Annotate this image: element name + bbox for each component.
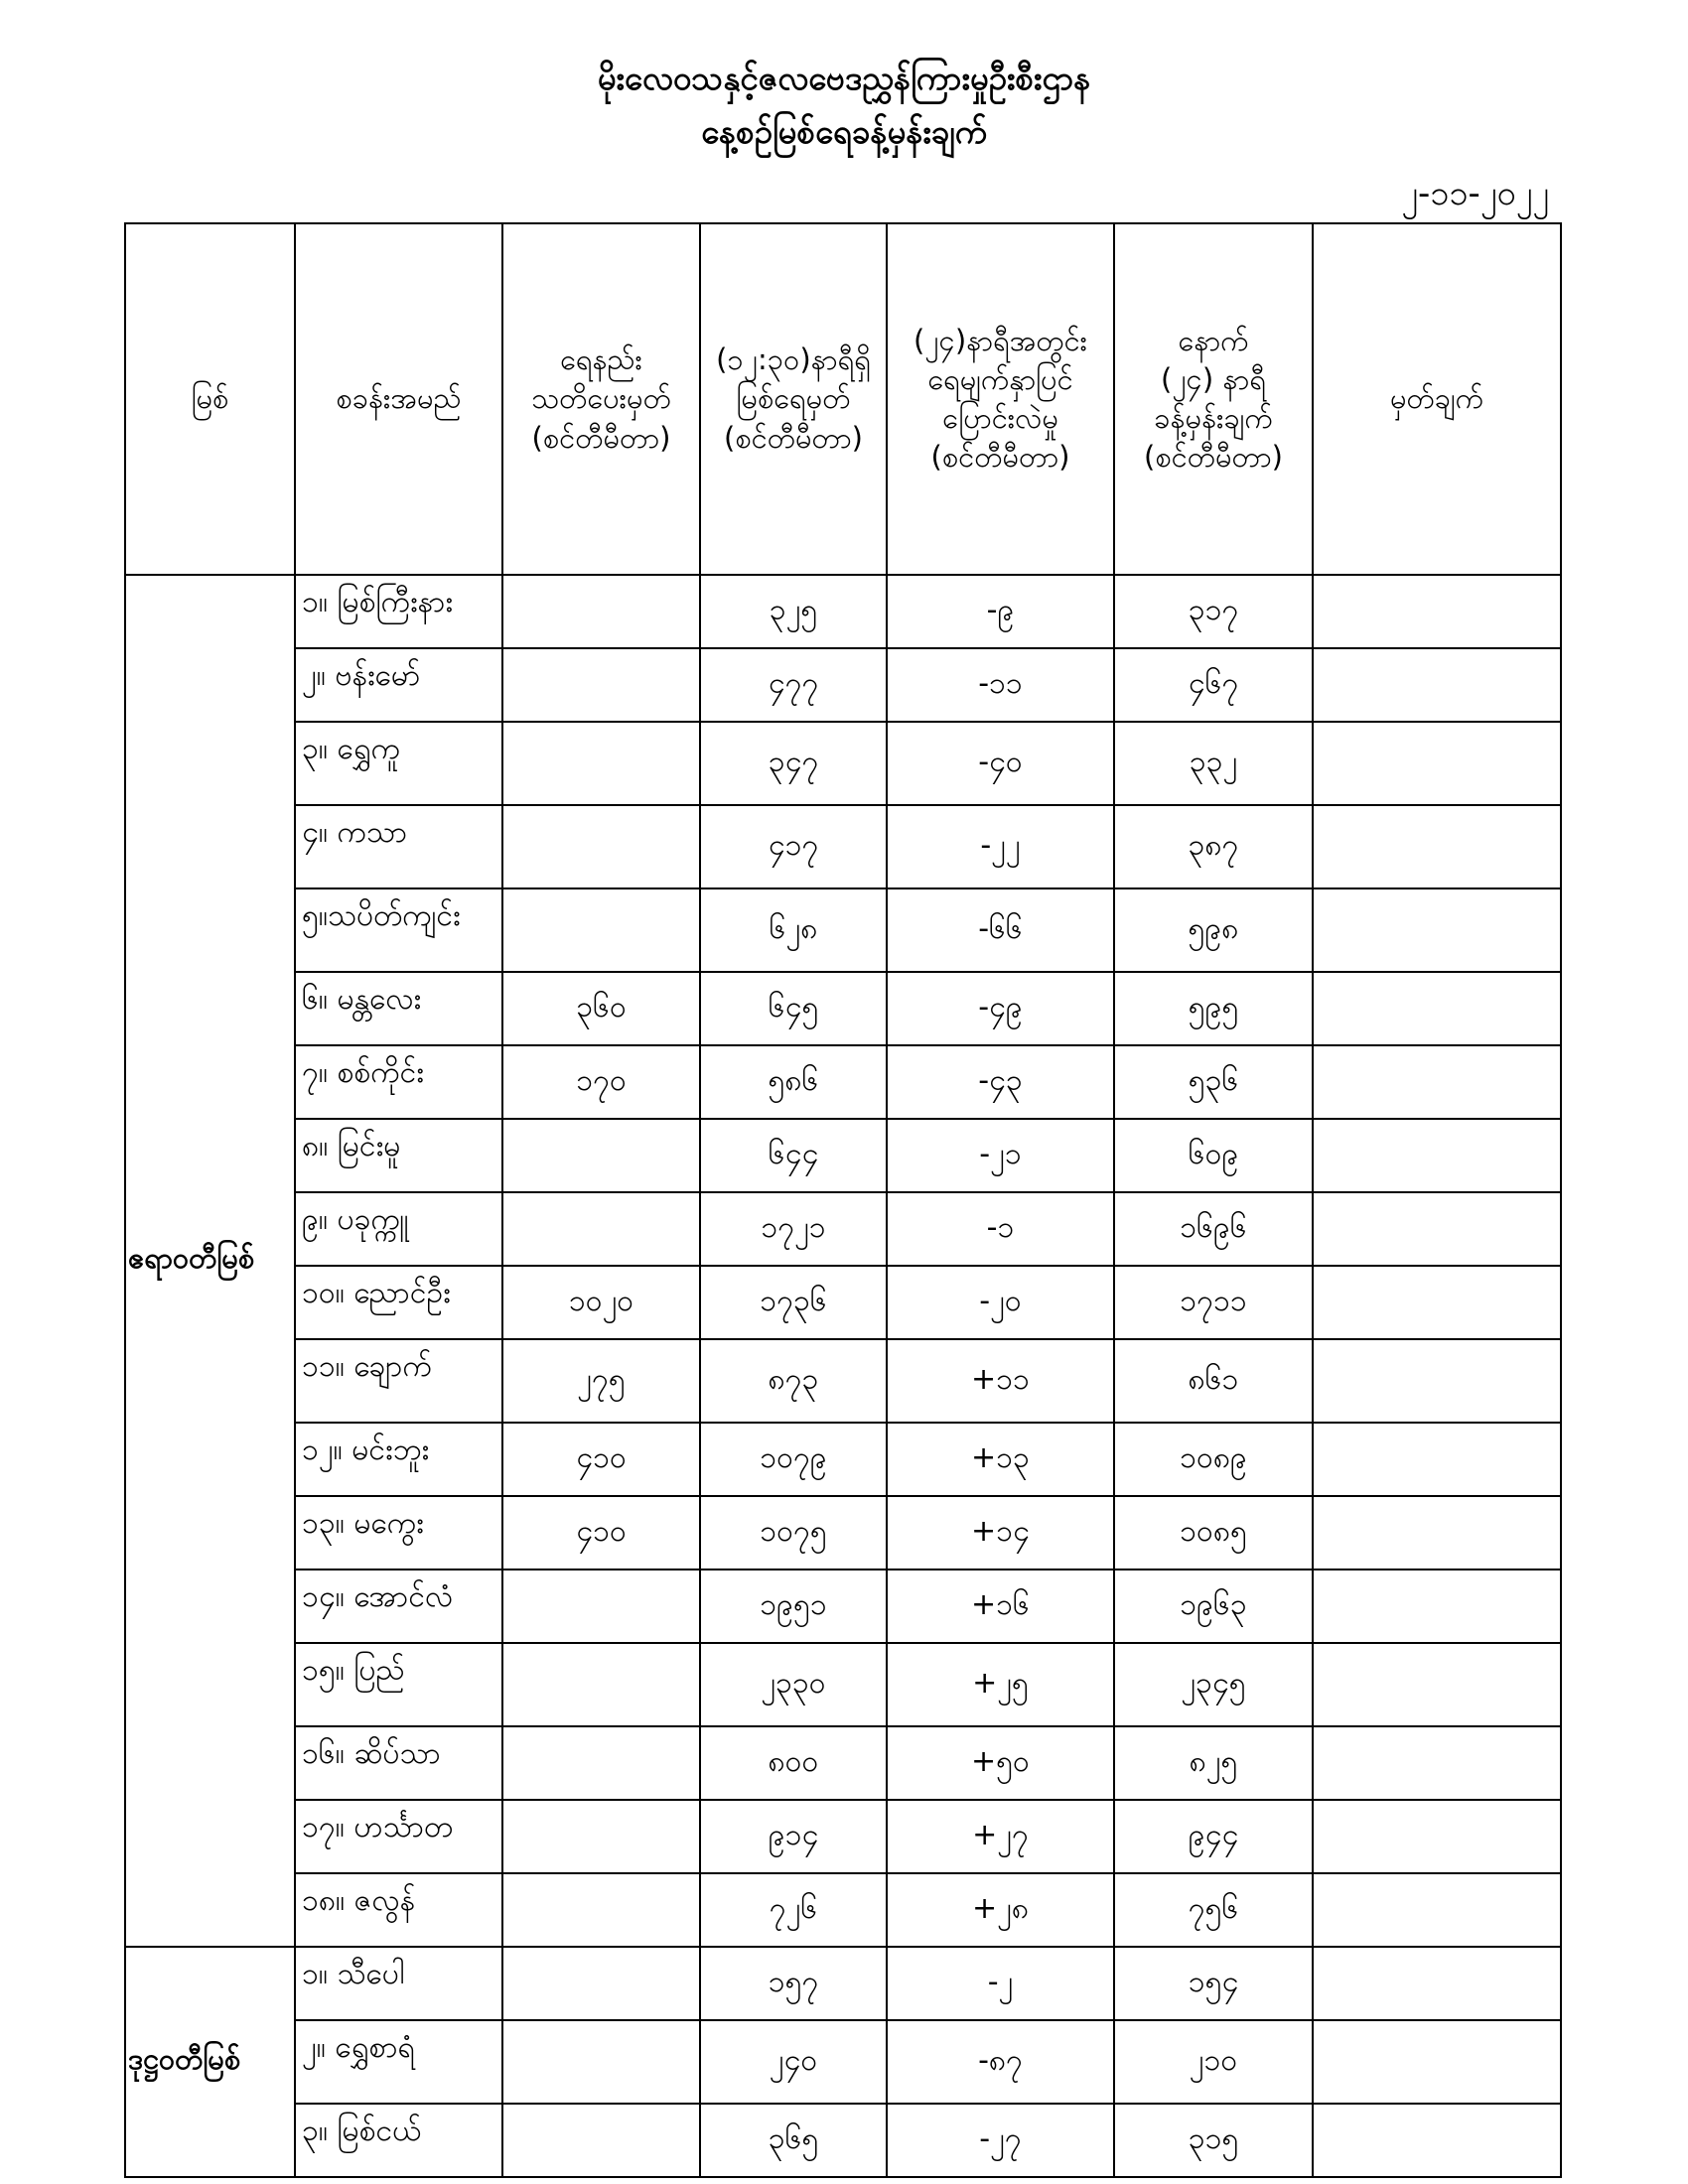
warning-level: [502, 1119, 700, 1192]
water-level: ၃၄၇: [700, 722, 887, 805]
water-level: ၁၇၃၆: [700, 1266, 887, 1339]
level-change: +၅၀: [887, 1726, 1114, 1800]
water-level: ၄၇၇: [700, 648, 887, 722]
remark: [1313, 805, 1561, 888]
table-row: [125, 1496, 1561, 1570]
table-row: [125, 1192, 1561, 1266]
forecast-level: ၇၅၆: [1114, 1873, 1313, 1947]
document-subtitle: နေ့စဉ်မြစ်ရေခန့်မှန်းချက်: [701, 112, 987, 151]
warning-level: [502, 722, 700, 805]
col-header-change: (၂၄)နာရီအတွင်း ရေမျက်နှာပြင် ပြောင်းလဲမှု (စင်တီမီတာ): [887, 223, 1114, 575]
table-row: [125, 888, 1561, 972]
water-level: ၆၄၄: [700, 1119, 887, 1192]
station-name: ၁၂။ မင်းဘူး: [295, 1423, 502, 1496]
warning-level: [502, 1726, 700, 1800]
remark: [1313, 1496, 1561, 1570]
remark: [1313, 1643, 1561, 1726]
table-row: [125, 1339, 1561, 1423]
level-change: -၄၀: [887, 722, 1114, 805]
station-name: ၁။ မြစ်ကြီးနား: [295, 575, 502, 648]
station-name: ၁၁။ ချောက်: [295, 1339, 502, 1423]
warning-level: [502, 2104, 700, 2177]
remark: [1313, 1947, 1561, 2020]
forecast-level: ၁၇၁၁: [1114, 1266, 1313, 1339]
water-level: ၈၀၀: [700, 1726, 887, 1800]
station-name: ၁၇။ ဟင်္သာတ: [295, 1800, 502, 1873]
table-row: [125, 805, 1561, 888]
level-change: -၂၇: [887, 2104, 1114, 2177]
water-level: ၁၉၅၁: [700, 1570, 887, 1643]
col-header-station: စခန်းအမည်: [295, 223, 502, 575]
table-row: [125, 1873, 1561, 1947]
river-name: ဒုဋ္ဌဝတီမြစ်: [125, 1947, 295, 2177]
table-row: [125, 972, 1561, 1045]
water-level: ၁၅၇: [700, 1947, 887, 2020]
remark: [1313, 2020, 1561, 2104]
col-header-forecast: နောက် (၂၄) နာရီ ခန့်မှန်းချက် (စင်တီမီတာ): [1114, 223, 1313, 575]
warning-level: [502, 1800, 700, 1873]
table-row: [125, 1800, 1561, 1873]
warning-level: [502, 805, 700, 888]
forecast-level: ၃၁၇: [1114, 575, 1313, 648]
warning-level: [502, 1643, 700, 1726]
station-name: ၁၀။ ညောင်ဦး: [295, 1266, 502, 1339]
forecast-level: ၆၀၉: [1114, 1119, 1313, 1192]
level-change: -၁: [887, 1192, 1114, 1266]
station-name: ၇။ စစ်ကိုင်း: [295, 1045, 502, 1119]
level-change: -၈၇: [887, 2020, 1114, 2104]
remark: [1313, 1045, 1561, 1119]
station-name: ၃။ ရွှေကူ: [295, 722, 502, 805]
table-row: [125, 1726, 1561, 1800]
station-name: ၃။ မြစ်ငယ်: [295, 2104, 502, 2177]
forecast-level: ၅၃၆: [1114, 1045, 1313, 1119]
level-change: +၁၃: [887, 1423, 1114, 1496]
remark: [1313, 888, 1561, 972]
station-name: ၁၆။ ဆိပ်သာ: [295, 1726, 502, 1800]
forecast-level: ၂၃၄၅: [1114, 1643, 1313, 1726]
col-header-warning: ရေနည်း သတိပေးမှတ် (စင်တီမီတာ): [502, 223, 700, 575]
remark: [1313, 1192, 1561, 1266]
table-row: [125, 1045, 1561, 1119]
remark: [1313, 1800, 1561, 1873]
station-name: ၈။ မြင်းမူ: [295, 1119, 502, 1192]
table-row: [125, 1423, 1561, 1496]
warning-level: ၃၆၀: [502, 972, 700, 1045]
table-row: [125, 648, 1561, 722]
level-change: -၂၀: [887, 1266, 1114, 1339]
warning-level: [502, 648, 700, 722]
warning-level: ၁၀၂၀: [502, 1266, 700, 1339]
water-level: ၁၀၇၉: [700, 1423, 887, 1496]
level-change: -၂၂: [887, 805, 1114, 888]
station-name: ၅။သပိတ်ကျင်း: [295, 888, 502, 972]
col-header-level: (၁၂:၃၀)နာရီရှိ မြစ်ရေမှတ် (စင်တီမီတာ): [700, 223, 887, 575]
level-change: +၁၄: [887, 1496, 1114, 1570]
river-name: ဧရာဝတီမြစ်: [125, 575, 295, 1947]
warning-level: [502, 1570, 700, 1643]
station-name: ၉။ ပခုက္ကူ: [295, 1192, 502, 1266]
table-row: [125, 1119, 1561, 1192]
water-level: ၄၁၇: [700, 805, 887, 888]
forecast-level: ၃၁၅: [1114, 2104, 1313, 2177]
warning-level: ၄၁၀: [502, 1496, 700, 1570]
forecast-level: ၉၄၄: [1114, 1800, 1313, 1873]
water-level: ၃၂၅: [700, 575, 887, 648]
table-row: [125, 1266, 1561, 1339]
remark: [1313, 1726, 1561, 1800]
level-change: -၉: [887, 575, 1114, 648]
warning-level: ၁၇၀: [502, 1045, 700, 1119]
station-name: ၂။ ရွှေစာရံ: [295, 2020, 502, 2104]
forecast-level: ၅၉၅: [1114, 972, 1313, 1045]
remark: [1313, 1339, 1561, 1423]
forecast-level: ၈၂၅: [1114, 1726, 1313, 1800]
water-level: ၂၄၀: [700, 2020, 887, 2104]
warning-level: [502, 2020, 700, 2104]
remark: [1313, 1570, 1561, 1643]
forecast-level: ၁၅၄: [1114, 1947, 1313, 2020]
forecast-level: ၁၉၆၃: [1114, 1570, 1313, 1643]
water-level: ၁၀၇၅: [700, 1496, 887, 1570]
station-name: ၁၈။ ဇလွန်: [295, 1873, 502, 1947]
level-change: -၂၁: [887, 1119, 1114, 1192]
forecast-level: ၂၁၀: [1114, 2020, 1313, 2104]
station-name: ၁။ သီပေါ: [295, 1947, 502, 2020]
table-row: [125, 2020, 1561, 2104]
water-level: ၇၂၆: [700, 1873, 887, 1947]
remark: [1313, 1119, 1561, 1192]
forecast-level: ၁၀၈၉: [1114, 1423, 1313, 1496]
water-level: ၂၃၃၀: [700, 1643, 887, 1726]
forecast-level: ၃၃၂: [1114, 722, 1313, 805]
water-level: ၁၇၂၁: [700, 1192, 887, 1266]
warning-level: [502, 1192, 700, 1266]
station-name: ၁၅။ ပြည်: [295, 1643, 502, 1726]
warning-level: [502, 1873, 700, 1947]
level-change: -၆၆: [887, 888, 1114, 972]
level-change: +၁၁: [887, 1339, 1114, 1423]
station-name: ၁၃။ မကွေး: [295, 1496, 502, 1570]
remark: [1313, 1266, 1561, 1339]
warning-level: ၄၁၀: [502, 1423, 700, 1496]
header-row: [125, 223, 1561, 575]
table-row: [125, 2104, 1561, 2177]
station-name: ၄။ ကသာ: [295, 805, 502, 888]
station-name: ၁၄။ အောင်လံ: [295, 1570, 502, 1643]
level-change: -၁၁: [887, 648, 1114, 722]
water-level: ၉၁၄: [700, 1800, 887, 1873]
warning-level: [502, 1947, 700, 2020]
remark: [1313, 2104, 1561, 2177]
level-change: +၂၈: [887, 1873, 1114, 1947]
water-level: ၆၂၈: [700, 888, 887, 972]
water-level: ၅၈၆: [700, 1045, 887, 1119]
table-row: [125, 1570, 1561, 1643]
station-name: ၆။ မန္တလေး: [295, 972, 502, 1045]
forecast-level: ၃၈၇: [1114, 805, 1313, 888]
remark: [1313, 972, 1561, 1045]
remark: [1313, 575, 1561, 648]
forecast-table: [124, 222, 1562, 2178]
remark: [1313, 1423, 1561, 1496]
warning-level: ၂၇၅: [502, 1339, 700, 1423]
level-change: -၄၉: [887, 972, 1114, 1045]
table-row: [125, 1947, 1561, 2020]
forecast-level: ၁၆၉၆: [1114, 1192, 1313, 1266]
col-header-remark: မှတ်ချက်: [1313, 223, 1561, 575]
level-change: +၂၇: [887, 1800, 1114, 1873]
remark: [1313, 722, 1561, 805]
document-title: မိုးလေဝသနှင့်ဇလဗေဒညွှန်ကြားမှုဦးစီးဌာန: [597, 59, 1091, 97]
level-change: +၁၆: [887, 1570, 1114, 1643]
level-change: +၂၅: [887, 1643, 1114, 1726]
water-level: ၃၆၅: [700, 2104, 887, 2177]
report-date: ၂-၁၁-၂၀၂၂: [1401, 174, 1549, 213]
forecast-level: ၄၆၇: [1114, 648, 1313, 722]
warning-level: [502, 575, 700, 648]
table-row: [125, 1643, 1561, 1726]
table-row: [125, 722, 1561, 805]
warning-level: [502, 888, 700, 972]
level-change: -၂: [887, 1947, 1114, 2020]
forecast-level: ၈၆၁: [1114, 1339, 1313, 1423]
water-level: ၈၇၃: [700, 1339, 887, 1423]
col-header-river: မြစ်: [125, 223, 295, 575]
water-level: ၆၄၅: [700, 972, 887, 1045]
forecast-level: ၁၀၈၅: [1114, 1496, 1313, 1570]
remark: [1313, 648, 1561, 722]
table-row: [125, 575, 1561, 648]
forecast-level: ၅၉၈: [1114, 888, 1313, 972]
station-name: ၂။ ဗန်းမော်: [295, 648, 502, 722]
remark: [1313, 1873, 1561, 1947]
level-change: -၄၃: [887, 1045, 1114, 1119]
